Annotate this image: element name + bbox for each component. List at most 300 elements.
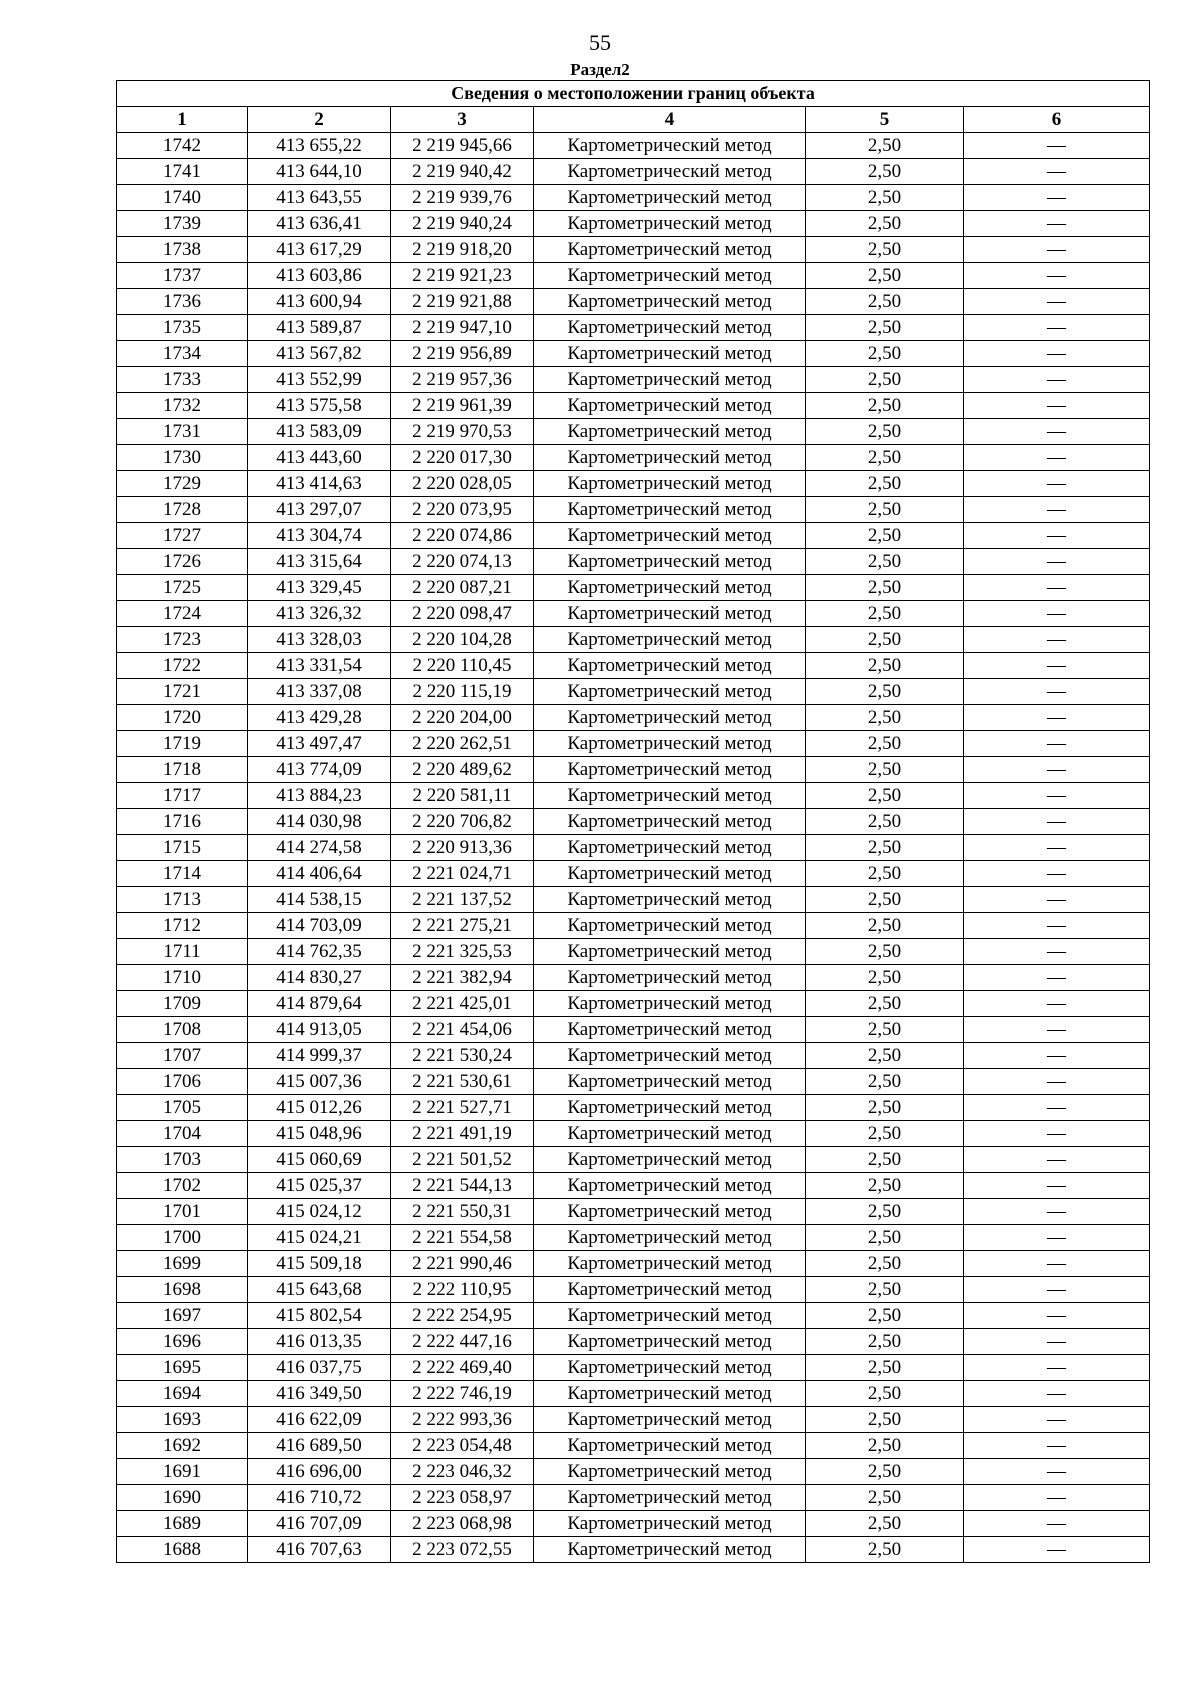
note-cell: —	[964, 783, 1150, 809]
x-coordinate-cell: 413 774,09	[248, 757, 391, 783]
point-number-cell: 1730	[117, 445, 248, 471]
y-coordinate-cell: 2 219 956,89	[391, 341, 534, 367]
x-coordinate-cell: 413 552,99	[248, 367, 391, 393]
table-caption-row	[117, 81, 1150, 107]
point-number-cell: 1692	[117, 1433, 248, 1459]
point-number-cell: 1698	[117, 1277, 248, 1303]
note-cell: —	[964, 1433, 1150, 1459]
note-cell: —	[964, 861, 1150, 887]
point-number-cell: 1720	[117, 705, 248, 731]
y-coordinate-cell: 2 223 072,55	[391, 1537, 534, 1563]
table-row	[117, 1043, 1150, 1069]
method-cell: Картометрический метод	[534, 1069, 806, 1095]
x-coordinate-cell: 413 567,82	[248, 341, 391, 367]
table-row	[117, 1433, 1150, 1459]
x-coordinate-cell: 416 037,75	[248, 1355, 391, 1381]
table-row	[117, 1173, 1150, 1199]
x-coordinate-cell: 416 707,09	[248, 1511, 391, 1537]
accuracy-cell: 2,50	[806, 263, 964, 289]
x-coordinate-cell: 413 617,29	[248, 237, 391, 263]
note-cell: —	[964, 1199, 1150, 1225]
method-cell: Картометрический метод	[534, 991, 806, 1017]
x-coordinate-cell: 414 830,27	[248, 965, 391, 991]
y-coordinate-cell: 2 221 501,52	[391, 1147, 534, 1173]
y-coordinate-cell: 2 221 491,19	[391, 1121, 534, 1147]
x-coordinate-cell: 416 696,00	[248, 1459, 391, 1485]
table-row	[117, 705, 1150, 731]
point-number-cell: 1723	[117, 627, 248, 653]
table-row	[117, 549, 1150, 575]
accuracy-cell: 2,50	[806, 1069, 964, 1095]
note-cell: —	[964, 1017, 1150, 1043]
point-number-cell: 1702	[117, 1173, 248, 1199]
accuracy-cell: 2,50	[806, 341, 964, 367]
y-coordinate-cell: 2 219 957,36	[391, 367, 534, 393]
accuracy-cell: 2,50	[806, 809, 964, 835]
x-coordinate-cell: 416 689,50	[248, 1433, 391, 1459]
x-coordinate-cell: 413 600,94	[248, 289, 391, 315]
point-number-cell: 1728	[117, 497, 248, 523]
table-row	[117, 601, 1150, 627]
point-number-cell: 1735	[117, 315, 248, 341]
accuracy-cell: 2,50	[806, 731, 964, 757]
table-row	[117, 1329, 1150, 1355]
accuracy-cell: 2,50	[806, 159, 964, 185]
accuracy-cell: 2,50	[806, 367, 964, 393]
table-row	[117, 887, 1150, 913]
point-number-cell: 1699	[117, 1251, 248, 1277]
x-coordinate-cell: 413 315,64	[248, 549, 391, 575]
note-cell: —	[964, 627, 1150, 653]
table-row	[117, 1485, 1150, 1511]
y-coordinate-cell: 2 219 945,66	[391, 133, 534, 159]
accuracy-cell: 2,50	[806, 653, 964, 679]
x-coordinate-cell: 413 326,32	[248, 601, 391, 627]
note-cell: —	[964, 1329, 1150, 1355]
point-number-cell: 1704	[117, 1121, 248, 1147]
accuracy-cell: 2,50	[806, 445, 964, 471]
y-coordinate-cell: 2 221 137,52	[391, 887, 534, 913]
method-cell: Картометрический метод	[534, 1459, 806, 1485]
x-coordinate-cell: 414 999,37	[248, 1043, 391, 1069]
y-coordinate-cell: 2 221 454,06	[391, 1017, 534, 1043]
method-cell: Картометрический метод	[534, 1303, 806, 1329]
x-coordinate-cell: 413 329,45	[248, 575, 391, 601]
table-row	[117, 1355, 1150, 1381]
point-number-cell: 1706	[117, 1069, 248, 1095]
method-cell: Картометрический метод	[534, 627, 806, 653]
note-cell: —	[964, 133, 1150, 159]
point-number-cell: 1734	[117, 341, 248, 367]
note-cell: —	[964, 991, 1150, 1017]
y-coordinate-cell: 2 219 940,24	[391, 211, 534, 237]
y-coordinate-cell: 2 223 058,97	[391, 1485, 534, 1511]
column-number-row	[117, 107, 1150, 133]
accuracy-cell: 2,50	[806, 887, 964, 913]
method-cell: Картометрический метод	[534, 1199, 806, 1225]
table-row	[117, 1121, 1150, 1147]
y-coordinate-cell: 2 222 254,95	[391, 1303, 534, 1329]
accuracy-cell: 2,50	[806, 913, 964, 939]
x-coordinate-cell: 413 414,63	[248, 471, 391, 497]
method-cell: Картометрический метод	[534, 1511, 806, 1537]
y-coordinate-cell: 2 220 028,05	[391, 471, 534, 497]
point-number-cell: 1731	[117, 419, 248, 445]
table-row	[117, 289, 1150, 315]
method-cell: Картометрический метод	[534, 575, 806, 601]
method-cell: Картометрический метод	[534, 133, 806, 159]
table-row	[117, 263, 1150, 289]
accuracy-cell: 2,50	[806, 185, 964, 211]
y-coordinate-cell: 2 219 961,39	[391, 393, 534, 419]
method-cell: Картометрический метод	[534, 445, 806, 471]
x-coordinate-cell: 414 030,98	[248, 809, 391, 835]
note-cell: —	[964, 237, 1150, 263]
point-number-cell: 1710	[117, 965, 248, 991]
column-number: 1	[117, 107, 248, 133]
note-cell: —	[964, 159, 1150, 185]
note-cell: —	[964, 965, 1150, 991]
point-number-cell: 1707	[117, 1043, 248, 1069]
note-cell: —	[964, 1381, 1150, 1407]
table-row	[117, 1069, 1150, 1095]
x-coordinate-cell: 413 643,55	[248, 185, 391, 211]
point-number-cell: 1727	[117, 523, 248, 549]
note-cell: —	[964, 549, 1150, 575]
table-row	[117, 861, 1150, 887]
point-number-cell: 1725	[117, 575, 248, 601]
method-cell: Картометрический метод	[534, 809, 806, 835]
y-coordinate-cell: 2 220 489,62	[391, 757, 534, 783]
note-cell: —	[964, 185, 1150, 211]
accuracy-cell: 2,50	[806, 679, 964, 705]
table-row	[117, 991, 1150, 1017]
point-number-cell: 1695	[117, 1355, 248, 1381]
table-row	[117, 237, 1150, 263]
point-number-cell: 1694	[117, 1381, 248, 1407]
table-row	[117, 1407, 1150, 1433]
note-cell: —	[964, 757, 1150, 783]
method-cell: Картометрический метод	[534, 185, 806, 211]
y-coordinate-cell: 2 220 098,47	[391, 601, 534, 627]
accuracy-cell: 2,50	[806, 133, 964, 159]
accuracy-cell: 2,50	[806, 783, 964, 809]
method-cell: Картометрический метод	[534, 939, 806, 965]
method-cell: Картометрический метод	[534, 341, 806, 367]
method-cell: Картометрический метод	[534, 1381, 806, 1407]
point-number-cell: 1705	[117, 1095, 248, 1121]
table-row	[117, 653, 1150, 679]
accuracy-cell: 2,50	[806, 627, 964, 653]
y-coordinate-cell: 2 221 275,21	[391, 913, 534, 939]
y-coordinate-cell: 2 223 068,98	[391, 1511, 534, 1537]
table-row	[117, 913, 1150, 939]
method-cell: Картометрический метод	[534, 601, 806, 627]
y-coordinate-cell: 2 221 544,13	[391, 1173, 534, 1199]
table-row	[117, 211, 1150, 237]
accuracy-cell: 2,50	[806, 1485, 964, 1511]
table-row	[117, 1225, 1150, 1251]
note-cell: —	[964, 1537, 1150, 1563]
point-number-cell: 1691	[117, 1459, 248, 1485]
table-row	[117, 1017, 1150, 1043]
x-coordinate-cell: 413 328,03	[248, 627, 391, 653]
accuracy-cell: 2,50	[806, 1199, 964, 1225]
note-cell: —	[964, 939, 1150, 965]
note-cell: —	[964, 1069, 1150, 1095]
note-cell: —	[964, 367, 1150, 393]
point-number-cell: 1721	[117, 679, 248, 705]
x-coordinate-cell: 414 913,05	[248, 1017, 391, 1043]
x-coordinate-cell: 413 337,08	[248, 679, 391, 705]
y-coordinate-cell: 2 221 530,24	[391, 1043, 534, 1069]
y-coordinate-cell: 2 220 074,13	[391, 549, 534, 575]
table-row	[117, 367, 1150, 393]
point-number-cell: 1703	[117, 1147, 248, 1173]
x-coordinate-cell: 416 710,72	[248, 1485, 391, 1511]
point-number-cell: 1714	[117, 861, 248, 887]
accuracy-cell: 2,50	[806, 861, 964, 887]
table-row	[117, 679, 1150, 705]
y-coordinate-cell: 2 221 990,46	[391, 1251, 534, 1277]
x-coordinate-cell: 415 024,12	[248, 1199, 391, 1225]
x-coordinate-cell: 413 331,54	[248, 653, 391, 679]
table-row	[117, 1251, 1150, 1277]
accuracy-cell: 2,50	[806, 1017, 964, 1043]
table-caption: Сведения о местоположении границ объекта	[117, 81, 1150, 107]
point-number-cell: 1741	[117, 159, 248, 185]
accuracy-cell: 2,50	[806, 1329, 964, 1355]
y-coordinate-cell: 2 222 993,36	[391, 1407, 534, 1433]
accuracy-cell: 2,50	[806, 1095, 964, 1121]
table-row	[117, 471, 1150, 497]
table-row	[117, 341, 1150, 367]
note-cell: —	[964, 393, 1150, 419]
y-coordinate-cell: 2 219 921,23	[391, 263, 534, 289]
accuracy-cell: 2,50	[806, 471, 964, 497]
point-number-cell: 1739	[117, 211, 248, 237]
method-cell: Картометрический метод	[534, 1173, 806, 1199]
note-cell: —	[964, 1459, 1150, 1485]
method-cell: Картометрический метод	[534, 653, 806, 679]
y-coordinate-cell: 2 219 918,20	[391, 237, 534, 263]
accuracy-cell: 2,50	[806, 991, 964, 1017]
x-coordinate-cell: 413 636,41	[248, 211, 391, 237]
note-cell: —	[964, 1147, 1150, 1173]
table-row	[117, 939, 1150, 965]
method-cell: Картометрический метод	[534, 1017, 806, 1043]
method-cell: Картометрический метод	[534, 237, 806, 263]
note-cell: —	[964, 419, 1150, 445]
method-cell: Картометрический метод	[534, 1121, 806, 1147]
y-coordinate-cell: 2 221 550,31	[391, 1199, 534, 1225]
y-coordinate-cell: 2 220 204,00	[391, 705, 534, 731]
x-coordinate-cell: 413 644,10	[248, 159, 391, 185]
table-row	[117, 1199, 1150, 1225]
y-coordinate-cell: 2 222 110,95	[391, 1277, 534, 1303]
method-cell: Картометрический метод	[534, 367, 806, 393]
y-coordinate-cell: 2 220 073,95	[391, 497, 534, 523]
table-row	[117, 1537, 1150, 1563]
method-cell: Картометрический метод	[534, 835, 806, 861]
x-coordinate-cell: 414 406,64	[248, 861, 391, 887]
y-coordinate-cell: 2 219 921,88	[391, 289, 534, 315]
method-cell: Картометрический метод	[534, 861, 806, 887]
x-coordinate-cell: 416 707,63	[248, 1537, 391, 1563]
accuracy-cell: 2,50	[806, 939, 964, 965]
x-coordinate-cell: 415 048,96	[248, 1121, 391, 1147]
accuracy-cell: 2,50	[806, 497, 964, 523]
point-number-cell: 1689	[117, 1511, 248, 1537]
table-row	[117, 1277, 1150, 1303]
x-coordinate-cell: 414 703,09	[248, 913, 391, 939]
y-coordinate-cell: 2 221 425,01	[391, 991, 534, 1017]
boundary-coordinates-table	[116, 80, 1150, 1563]
accuracy-cell: 2,50	[806, 757, 964, 783]
point-number-cell: 1696	[117, 1329, 248, 1355]
y-coordinate-cell: 2 221 382,94	[391, 965, 534, 991]
method-cell: Картометрический метод	[534, 705, 806, 731]
y-coordinate-cell: 2 219 939,76	[391, 185, 534, 211]
note-cell: —	[964, 1225, 1150, 1251]
point-number-cell: 1742	[117, 133, 248, 159]
accuracy-cell: 2,50	[806, 1511, 964, 1537]
point-number-cell: 1690	[117, 1485, 248, 1511]
table-row	[117, 445, 1150, 471]
section-title: Раздел2	[570, 60, 630, 79]
method-cell: Картометрический метод	[534, 523, 806, 549]
accuracy-cell: 2,50	[806, 549, 964, 575]
method-cell: Картометрический метод	[534, 757, 806, 783]
table-row	[117, 575, 1150, 601]
table-row	[117, 757, 1150, 783]
y-coordinate-cell: 2 219 940,42	[391, 159, 534, 185]
note-cell: —	[964, 1511, 1150, 1537]
x-coordinate-cell: 415 509,18	[248, 1251, 391, 1277]
method-cell: Картометрический метод	[534, 263, 806, 289]
point-number-cell: 1715	[117, 835, 248, 861]
table-row	[117, 1147, 1150, 1173]
method-cell: Картометрический метод	[534, 1225, 806, 1251]
x-coordinate-cell: 413 575,58	[248, 393, 391, 419]
method-cell: Картометрический метод	[534, 211, 806, 237]
accuracy-cell: 2,50	[806, 1121, 964, 1147]
table-row	[117, 185, 1150, 211]
table-row	[117, 1511, 1150, 1537]
note-cell: —	[964, 211, 1150, 237]
note-cell: —	[964, 445, 1150, 471]
table-row	[117, 731, 1150, 757]
x-coordinate-cell: 414 274,58	[248, 835, 391, 861]
method-cell: Картометрический метод	[534, 159, 806, 185]
y-coordinate-cell: 2 220 017,30	[391, 445, 534, 471]
point-number-cell: 1701	[117, 1199, 248, 1225]
point-number-cell: 1732	[117, 393, 248, 419]
method-cell: Картометрический метод	[534, 1485, 806, 1511]
page-number: 55	[589, 30, 611, 55]
note-cell: —	[964, 1121, 1150, 1147]
x-coordinate-cell: 413 443,60	[248, 445, 391, 471]
point-number-cell: 1740	[117, 185, 248, 211]
table-row	[117, 393, 1150, 419]
note-cell: —	[964, 679, 1150, 705]
note-cell: —	[964, 809, 1150, 835]
accuracy-cell: 2,50	[806, 1043, 964, 1069]
accuracy-cell: 2,50	[806, 705, 964, 731]
method-cell: Картометрический метод	[534, 965, 806, 991]
method-cell: Картометрический метод	[534, 731, 806, 757]
y-coordinate-cell: 2 220 262,51	[391, 731, 534, 757]
y-coordinate-cell: 2 220 581,11	[391, 783, 534, 809]
accuracy-cell: 2,50	[806, 1537, 964, 1563]
note-cell: —	[964, 913, 1150, 939]
y-coordinate-cell: 2 220 913,36	[391, 835, 534, 861]
accuracy-cell: 2,50	[806, 1251, 964, 1277]
x-coordinate-cell: 413 304,74	[248, 523, 391, 549]
point-number-cell: 1737	[117, 263, 248, 289]
column-number: 4	[534, 107, 806, 133]
table-row	[117, 1303, 1150, 1329]
method-cell: Картометрический метод	[534, 1407, 806, 1433]
point-number-cell: 1722	[117, 653, 248, 679]
method-cell: Картометрический метод	[534, 315, 806, 341]
method-cell: Картометрический метод	[534, 783, 806, 809]
x-coordinate-cell: 415 007,36	[248, 1069, 391, 1095]
accuracy-cell: 2,50	[806, 1147, 964, 1173]
y-coordinate-cell: 2 221 527,71	[391, 1095, 534, 1121]
accuracy-cell: 2,50	[806, 1381, 964, 1407]
accuracy-cell: 2,50	[806, 835, 964, 861]
note-cell: —	[964, 1173, 1150, 1199]
x-coordinate-cell: 413 429,28	[248, 705, 391, 731]
table-row	[117, 159, 1150, 185]
y-coordinate-cell: 2 220 115,19	[391, 679, 534, 705]
y-coordinate-cell: 2 220 074,86	[391, 523, 534, 549]
note-cell: —	[964, 731, 1150, 757]
x-coordinate-cell: 413 583,09	[248, 419, 391, 445]
y-coordinate-cell: 2 223 054,48	[391, 1433, 534, 1459]
accuracy-cell: 2,50	[806, 575, 964, 601]
note-cell: —	[964, 1355, 1150, 1381]
accuracy-cell: 2,50	[806, 237, 964, 263]
x-coordinate-cell: 416 622,09	[248, 1407, 391, 1433]
table-row	[117, 809, 1150, 835]
point-number-cell: 1711	[117, 939, 248, 965]
point-number-cell: 1719	[117, 731, 248, 757]
y-coordinate-cell: 2 221 530,61	[391, 1069, 534, 1095]
note-cell: —	[964, 653, 1150, 679]
method-cell: Картометрический метод	[534, 419, 806, 445]
accuracy-cell: 2,50	[806, 1225, 964, 1251]
y-coordinate-cell: 2 222 469,40	[391, 1355, 534, 1381]
x-coordinate-cell: 415 025,37	[248, 1173, 391, 1199]
method-cell: Картометрический метод	[534, 887, 806, 913]
accuracy-cell: 2,50	[806, 1277, 964, 1303]
note-cell: —	[964, 497, 1150, 523]
note-cell: —	[964, 1251, 1150, 1277]
method-cell: Картометрический метод	[534, 1043, 806, 1069]
method-cell: Картометрический метод	[534, 679, 806, 705]
column-number: 2	[248, 107, 391, 133]
y-coordinate-cell: 2 220 110,45	[391, 653, 534, 679]
x-coordinate-cell: 413 497,47	[248, 731, 391, 757]
x-coordinate-cell: 416 349,50	[248, 1381, 391, 1407]
method-cell: Картометрический метод	[534, 1537, 806, 1563]
point-number-cell: 1736	[117, 289, 248, 315]
note-cell: —	[964, 601, 1150, 627]
table-body	[117, 133, 1150, 1563]
point-number-cell: 1724	[117, 601, 248, 627]
